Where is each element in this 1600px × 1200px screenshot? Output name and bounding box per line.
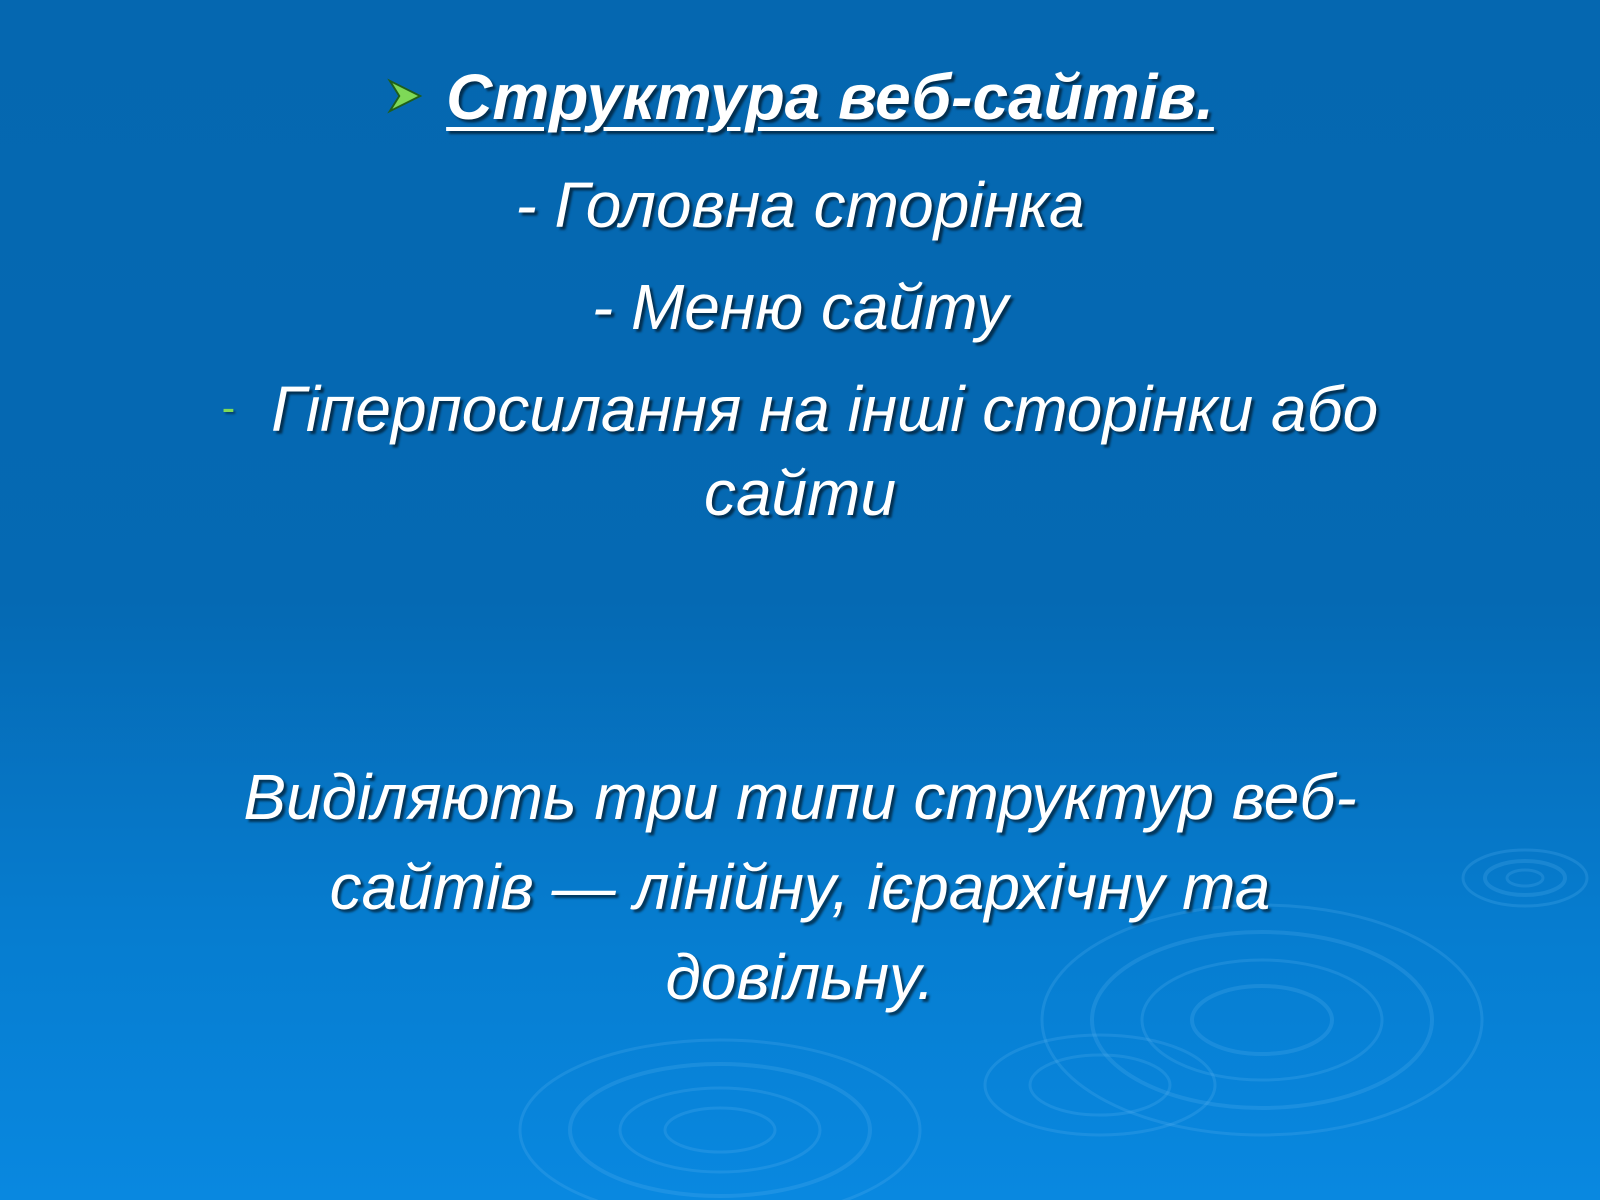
paragraph-line-2: сайтів — лінійну, ієрархічну та [329, 851, 1271, 923]
paragraph-line-3: довільну. [665, 941, 935, 1013]
slide-title [0, 60, 1600, 134]
list-item-site-menu: - Меню сайту [591, 271, 1009, 343]
slide-title-text: Структура веб-сайтів. [446, 61, 1214, 133]
list-item-hyperlinks-continued: сайти [703, 457, 897, 529]
list-item-hyperlinks [0, 372, 1600, 446]
list-item-hyperlinks-text: Гіперпосилання на інші сторінки або [271, 373, 1379, 445]
paragraph-line-1: Виділяють три типи структур веб- [243, 761, 1357, 833]
green-dash-bullet: - [221, 386, 236, 430]
arrow-right-icon [386, 77, 424, 115]
list-item-home-page: - Головна сторінка [515, 169, 1085, 241]
